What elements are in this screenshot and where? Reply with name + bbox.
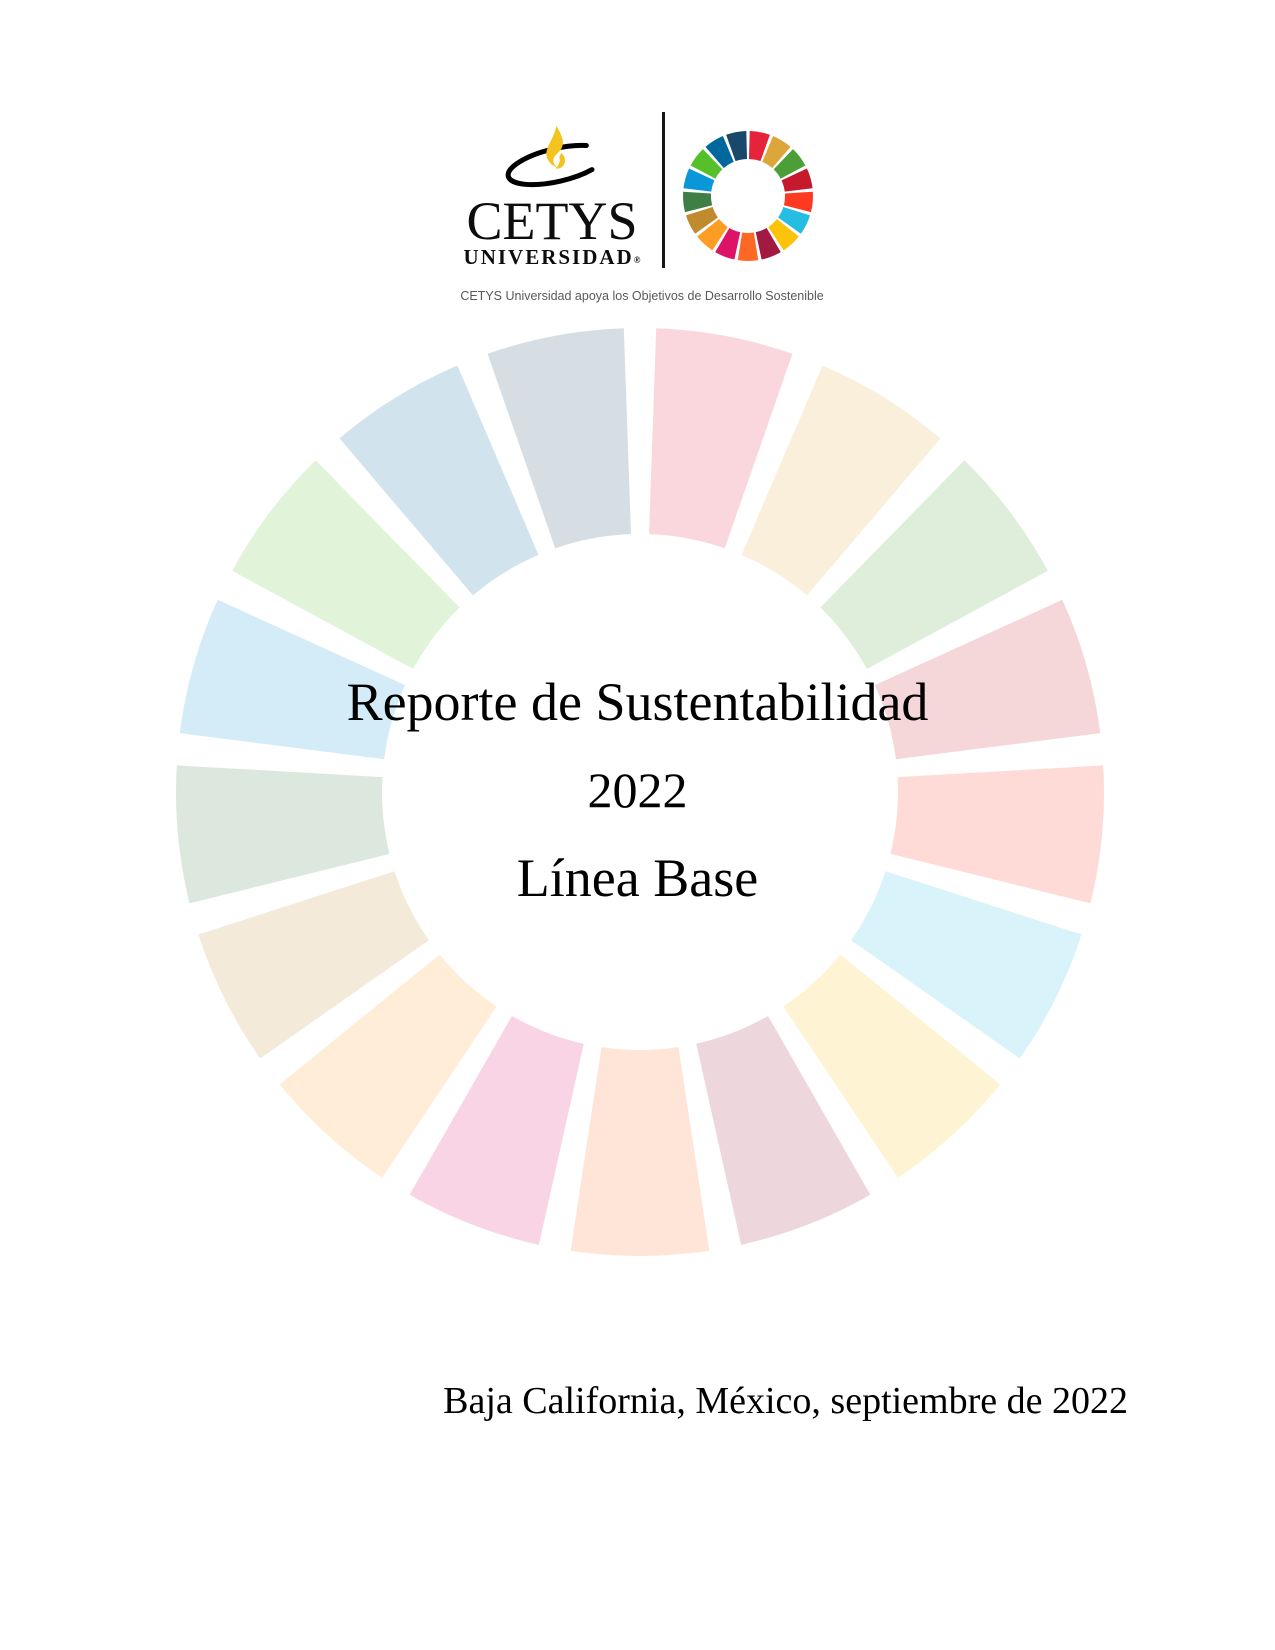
sdg-segment [738, 233, 759, 261]
flame-lick-icon [556, 153, 566, 169]
report-title-line3: Línea Base [516, 848, 759, 908]
header-divider [662, 112, 665, 268]
universidad-label: UNIVERSIDAD [463, 245, 634, 269]
title-block [0, 658, 1275, 922]
cetys-flame-logo-icon [490, 108, 620, 198]
cetys-division-label [440, 247, 664, 268]
sdg-wheel-icon [682, 130, 814, 262]
cetys-wordmark: CETYS [466, 191, 638, 251]
registered-trademark: ® [633, 255, 641, 265]
sdg-segment [571, 1047, 710, 1256]
report-title-year: 2022 [587, 762, 688, 818]
report-title-line1: Reporte de Sustentabilidad [346, 672, 929, 732]
location-date-line: Baja California, México, septiembre de 2022 [443, 1380, 1128, 1422]
sdg-support-tagline: CETYS Universidad apoya los Objetivos de Desarrollo Sostenible [460, 289, 824, 303]
